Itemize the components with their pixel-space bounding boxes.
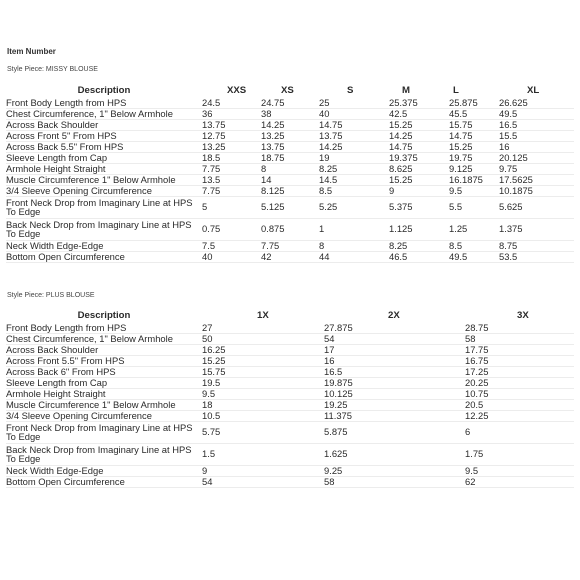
measurement-cell: 44 [319,251,389,262]
measurement-cell: 19.25 [324,399,465,410]
row-description: Across Back 5.5" From HPS [6,141,202,152]
missy-description-header: Description [77,84,131,96]
measurement-cell: 9.5 [465,465,574,476]
measurement-cell: 10.75 [465,388,574,399]
measurement-cell: 53.5 [499,251,574,262]
measurement-cell: 16.1875 [449,174,499,185]
row-description: Neck Width Edge-Edge [6,465,202,476]
table-row [6,152,574,163]
table-row [6,377,574,388]
measurement-cell: 8.125 [261,185,319,196]
measurement-cell: 18.75 [261,152,319,163]
measurement-cell: 5.75 [202,421,324,443]
row-description: Back Neck Drop from Imaginary Line at HPS To Edge [6,218,202,240]
row-description: 3/4 Sleeve Opening Circumference [6,185,202,196]
missy-header-row [6,84,574,97]
measurement-cell: 15.25 [389,174,449,185]
measurement-cell: 13.75 [319,130,389,141]
measurement-cell: 24.5 [202,97,261,108]
measurement-cell: 17.5625 [499,174,574,185]
measurement-cell: 16.5 [324,366,465,377]
measurement-cell: 15.25 [389,119,449,130]
measurement-cell: 26.625 [499,97,574,108]
measurement-cell: 18 [202,399,324,410]
row-description: Across Front 5.5" From HPS [6,355,202,366]
measurement-cell: 1.5 [202,443,324,465]
measurement-cell: 40 [319,108,389,119]
measurement-cell: 9.125 [449,163,499,174]
measurement-cell: 28.75 [465,322,574,333]
measurement-cell: 8.5 [319,185,389,196]
table-row [6,97,574,108]
measurement-cell: 25 [319,97,389,108]
measurement-cell: 8 [261,163,319,174]
measurement-cell: 25.875 [449,97,499,108]
plus-size-header: 2X [388,309,400,321]
table-row [6,240,574,251]
measurement-cell: 6 [465,421,574,443]
measurement-cell: 45.5 [449,108,499,119]
measurement-cell: 14.25 [261,119,319,130]
row-description: Chest Circumference, 1" Below Armhole [6,333,202,344]
plus-size-header: 1X [257,309,269,321]
measurement-cell: 20.125 [499,152,574,163]
missy-size-header: XS [281,84,294,96]
measurement-cell: 14.75 [389,141,449,152]
measurement-cell: 0.875 [261,218,319,240]
measurement-cell: 19.5 [202,377,324,388]
measurement-cell: 20.5 [465,399,574,410]
measurement-cell: 36 [202,108,261,119]
table-row [6,174,574,185]
measurement-cell: 5 [202,196,261,218]
row-description: Sleeve Length from Cap [6,152,202,163]
measurement-cell: 15.75 [449,119,499,130]
table-row [6,344,574,355]
measurement-cell: 5.25 [319,196,389,218]
measurement-cell: 7.5 [202,240,261,251]
measurement-cell: 40 [202,251,261,262]
measurement-cell: 14.25 [319,141,389,152]
measurement-cell: 16.75 [465,355,574,366]
measurement-cell: 13.75 [261,141,319,152]
plus-size-header: 3X [517,309,529,321]
missy-size-header: S [347,84,354,96]
measurement-cell: 14 [261,174,319,185]
measurement-cell: 9.5 [202,388,324,399]
row-description: Bottom Open Circumference [6,251,202,262]
table-row [6,333,574,344]
measurement-cell: 8.625 [389,163,449,174]
measurement-cell: 49.5 [499,108,574,119]
row-description: Bottom Open Circumference [6,476,202,487]
measurement-cell: 8.25 [389,240,449,251]
measurement-cell: 0.75 [202,218,261,240]
measurement-cell: 38 [261,108,319,119]
measurement-cell: 16.5 [499,119,574,130]
measurement-cell: 62 [465,476,574,487]
measurement-cell: 19 [319,152,389,163]
plus-size-table [6,309,574,488]
table-row [6,130,574,141]
measurement-cell: 7.75 [261,240,319,251]
table-row [6,366,574,377]
measurement-cell: 27 [202,322,324,333]
table-row [6,476,574,487]
measurement-cell: 15.25 [202,355,324,366]
measurement-cell: 5.125 [261,196,319,218]
row-description: Armhole Height Straight [6,388,202,399]
plus-description-header: Description [77,309,131,321]
measurement-cell: 10.1875 [499,185,574,196]
measurement-cell: 10.5 [202,410,324,421]
measurement-cell: 46.5 [389,251,449,262]
row-description: Across Back 6" From HPS [6,366,202,377]
measurement-cell: 24.75 [261,97,319,108]
measurement-cell: 8.5 [449,240,499,251]
measurement-cell: 14.75 [319,119,389,130]
measurement-cell: 18.5 [202,152,261,163]
table-row [6,465,574,476]
row-description: Across Back Shoulder [6,344,202,355]
table-row [6,185,574,196]
row-description: Front Neck Drop from Imaginary Line at HPS To Edge [6,196,202,218]
measurement-cell: 1 [319,218,389,240]
measurement-cell: 7.75 [202,185,261,196]
measurement-cell: 16 [499,141,574,152]
table-row [6,388,574,399]
row-description: Front Neck Drop from Imaginary Line at HPS To Edge [6,421,202,443]
measurement-cell: 1.25 [449,218,499,240]
table-row [6,410,574,421]
row-description: Chest Circumference, 1" Below Armhole [6,108,202,119]
row-description: Sleeve Length from Cap [6,377,202,388]
measurement-cell: 5.875 [324,421,465,443]
row-description: Front Body Length from HPS [6,97,202,108]
measurement-cell: 10.125 [324,388,465,399]
measurement-cell: 1.125 [389,218,449,240]
measurement-cell: 14.5 [319,174,389,185]
table-row [6,218,574,240]
missy-size-header: XXS [227,84,247,96]
item-number-label: Item Number [7,47,56,56]
missy-size-header: M [402,84,410,96]
measurement-cell: 13.25 [261,130,319,141]
measurement-cell: 58 [465,333,574,344]
measurement-cell: 11.375 [324,410,465,421]
measurement-cell: 42.5 [389,108,449,119]
measurement-cell: 15.5 [499,130,574,141]
row-description: 3/4 Sleeve Opening Circumference [6,410,202,421]
table-row [6,421,574,443]
missy-size-table [6,84,574,263]
measurement-cell: 9 [389,185,449,196]
missy-style-label: Style Piece: MISSY BLOUSE [7,66,98,73]
measurement-cell: 17 [324,344,465,355]
row-description: Back Neck Drop from Imaginary Line at HPS To Edge [6,443,202,465]
measurement-cell: 19.375 [389,152,449,163]
row-description: Front Body Length from HPS [6,322,202,333]
measurement-cell: 1.625 [324,443,465,465]
measurement-cell: 9.75 [499,163,574,174]
table-row [6,141,574,152]
measurement-cell: 1.75 [465,443,574,465]
table-row [6,355,574,366]
measurement-cell: 8 [319,240,389,251]
table-row [6,119,574,130]
measurement-cell: 54 [202,476,324,487]
measurement-cell: 9 [202,465,324,476]
measurement-cell: 12.25 [465,410,574,421]
measurement-cell: 20.25 [465,377,574,388]
measurement-cell: 50 [202,333,324,344]
measurement-cell: 27.875 [324,322,465,333]
measurement-cell: 1.375 [499,218,574,240]
measurement-cell: 58 [324,476,465,487]
measurement-cell: 13.75 [202,119,261,130]
measurement-cell: 14.75 [449,130,499,141]
measurement-cell: 16 [324,355,465,366]
table-row [6,399,574,410]
measurement-cell: 17.75 [465,344,574,355]
missy-size-header: XL [527,84,540,96]
table-row [6,108,574,119]
row-description: Muscle Circumference 1" Below Armhole [6,399,202,410]
measurement-cell: 14.25 [389,130,449,141]
measurement-cell: 19.875 [324,377,465,388]
measurement-cell: 13.5 [202,174,261,185]
table-row [6,196,574,218]
table-row [6,251,574,262]
measurement-cell: 13.25 [202,141,261,152]
measurement-cell: 9.25 [324,465,465,476]
missy-size-header: L [453,84,459,96]
row-description: Armhole Height Straight [6,163,202,174]
measurement-cell: 9.5 [449,185,499,196]
measurement-cell: 7.75 [202,163,261,174]
row-description: Across Front 5" From HPS [6,130,202,141]
table-row [6,322,574,333]
measurement-cell: 15.25 [449,141,499,152]
measurement-cell: 8.75 [499,240,574,251]
measurement-cell: 16.25 [202,344,324,355]
measurement-cell: 42 [261,251,319,262]
measurement-cell: 49.5 [449,251,499,262]
measurement-cell: 5.625 [499,196,574,218]
measurement-cell: 25.375 [389,97,449,108]
plus-header-row [6,309,574,322]
measurement-cell: 54 [324,333,465,344]
measurement-cell: 8.25 [319,163,389,174]
table-row [6,163,574,174]
row-description: Neck Width Edge-Edge [6,240,202,251]
row-description: Muscle Circumference 1" Below Armhole [6,174,202,185]
plus-style-label: Style Piece: PLUS BLOUSE [7,292,95,299]
row-description: Across Back Shoulder [6,119,202,130]
measurement-cell: 17.25 [465,366,574,377]
measurement-cell: 5.375 [389,196,449,218]
measurement-cell: 15.75 [202,366,324,377]
measurement-cell: 19.75 [449,152,499,163]
table-row [6,443,574,465]
measurement-cell: 5.5 [449,196,499,218]
measurement-cell: 12.75 [202,130,261,141]
